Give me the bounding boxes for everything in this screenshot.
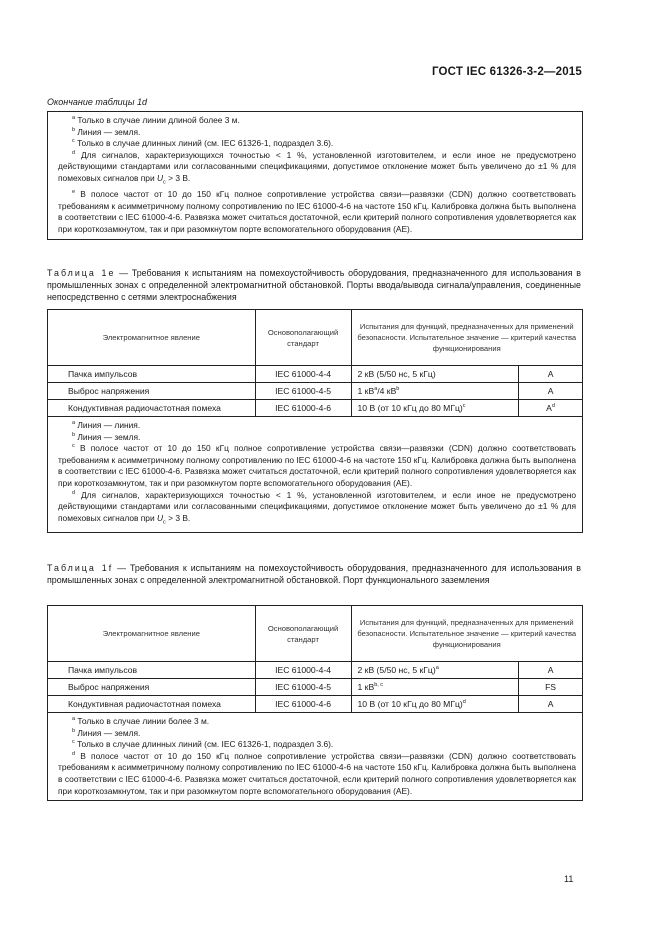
note-1f-b: $^b$ Линия — земля.	[72, 727, 141, 738]
header-standard: Основополагающий стандарт	[255, 310, 351, 366]
note-1e-b: $^b$ Линия — земля.	[72, 431, 141, 442]
note-1f-a: $^a$ Только в случае линии более 3 м.	[72, 716, 210, 726]
note-1d-d: $^d$ Для сигналов, характеризующихся точностью < 1 %, установленной изготовителем, и если иное не предусмотрено действующими стандартами или согласованными спецификациями, допустимое отклонение может быть увеличено до ±1 % для помеховых сигналов при $U_c > 3$ В.	[58, 149, 576, 186]
header-test: Испытания для функций, предназначенных для применений безопасности. Испытательное значение — критерий качества функционирования	[351, 606, 582, 662]
note-1e-a: $^a$ Линия — линия.	[72, 420, 141, 430]
note-1e-d: $^d$ Для сигналов, характеризующихся точностью < 1 %, установленной изготовителем, и если иное не предусмотрено действующими стандартами или согласованными спецификациями, допустимое отклонение может быть увеличено до ±1 % для помеховых сигналов при $U_c > 3$ В.	[58, 489, 576, 526]
table-row: Пачка импульсов IEC 61000-4-4 2 кВ (5/50 нс, 5 кГц) A	[48, 366, 583, 383]
table-row: Выброс напряжения IEC 61000-4-5 1 $кВ^a/4$ $кВ^b$ A	[48, 383, 583, 400]
table-row: Выброс напряжения IEC 61000-4-5 1 кВ$^{b, c}$ FS	[48, 679, 583, 696]
header-phenomenon: Электромагнитное явление	[48, 606, 256, 662]
note-1d-a: $^a$ Только в случае линии длиной более 3 м.	[72, 115, 240, 125]
table-1e-caption: Таблица 1е — Требования к испытаниям на помехоустойчивость оборудования, предназначенного для использования в промышленных зонах с определенной электромагнитной обстановкой. Порты ввода/вывода сигнала/управления, соединенные непосредственно с сетями электроснабжения	[47, 268, 581, 303]
note-1f-c: $^c$ Только в случае длинных линий (см. IEC 61326-1, подраздел 3.6).	[72, 739, 334, 750]
table-1f-notes	[48, 713, 583, 801]
table-1e	[47, 309, 583, 533]
note-1e-c: $^c$ В полосе частот от 10 до 150 кГц полное сопротивление устройства связи—развязки (CDN) должно соответствовать требованиям к асимметричному полному сопротивлению по IEC 61000-4-6 на частоте 150 кГц. Калибровка должна быть выполнена в соответствии с IEC 61000-4-6. Развязка может считаться достаточной, если критерий полного сопротивления удовлетворяется как при короткозамкнутом, так и при разомкнутом порте вспомогательного оборудования (AE).	[58, 443, 576, 488]
table-1d-notes	[47, 111, 583, 240]
note-1d-b: $^b$ Линия — земля.	[72, 126, 141, 137]
note-1d-c: $^c$ Только в случае длинных линий (см. IEC 61326-1, подраздел 3.6).	[72, 138, 334, 149]
table-continuation-label: Окончание таблицы 1d	[47, 97, 147, 107]
table-row: Пачка импульсов IEC 61000-4-4 2 кВ (5/50 нс, 5 кГц)$^a$ A	[48, 662, 583, 679]
table-1e-notes	[48, 417, 583, 533]
document-header: ГОСТ IEC 61326-3-2—2015	[431, 66, 582, 78]
header-phenomenon: Электромагнитное явление	[48, 310, 256, 366]
table-1f-caption: Таблица 1f — Требования к испытаниям на помехоустойчивость оборудования, предназначенного для использования в промышленных зонах с определенной электромагнитной обстановкой. Порт функционального заземления	[47, 563, 581, 586]
header-test: Испытания для функций, предназначенных для применений безопасности. Испытательное значение — критерий качества функционирования	[351, 310, 582, 366]
table-row: Кондуктивная радиочастотная помеха IEC 61000-4-6 10 В (от 10 кГц до 80 МГц)$^c$ $A^d$	[48, 400, 583, 417]
table-row: Кондуктивная радиочастотная помеха IEC 61000-4-6 10 В (от 10 кГц до 80 МГц)$^d$ A	[48, 696, 583, 713]
header-standard: Основополагающий стандарт	[255, 606, 351, 662]
table-1f	[47, 605, 583, 801]
note-1f-d: $^d$ В полосе частот от 10 до 150 кГц полное сопротивление устройства связи—развязки (CDN) должно соответствовать требованиям к асимметричному полному сопротивлению по IEC 61000-4-6 на частоте 150 кГц. Калибровка должна быть выполнена в соответствии с IEC 61000-4-6. Развязка может считаться достаточной, если критерий полного сопротивления удовлетворяется как при короткозамкнутом, так и при разомкнутом порте вспомогательного оборудования (AE).	[58, 750, 577, 796]
note-1d-e: $^e$ В полосе частот от 10 до 150 кГц полное сопротивление устройства связи—развязки (CDN) должно соответствовать требованиям к асимметричному полному сопротивлению по IEC 61000-4-6 на частоте 150 кГц. Калибровка должна быть выполнена в соответствии с IEC 61000-4-6. Развязка может считаться достаточной, если критерий полного сопротивления удовлетворяется как при короткозамкнутом, так и при разомкнутом порте вспомогательного оборудования (AE).	[58, 189, 577, 235]
page-number: 11	[564, 874, 574, 884]
